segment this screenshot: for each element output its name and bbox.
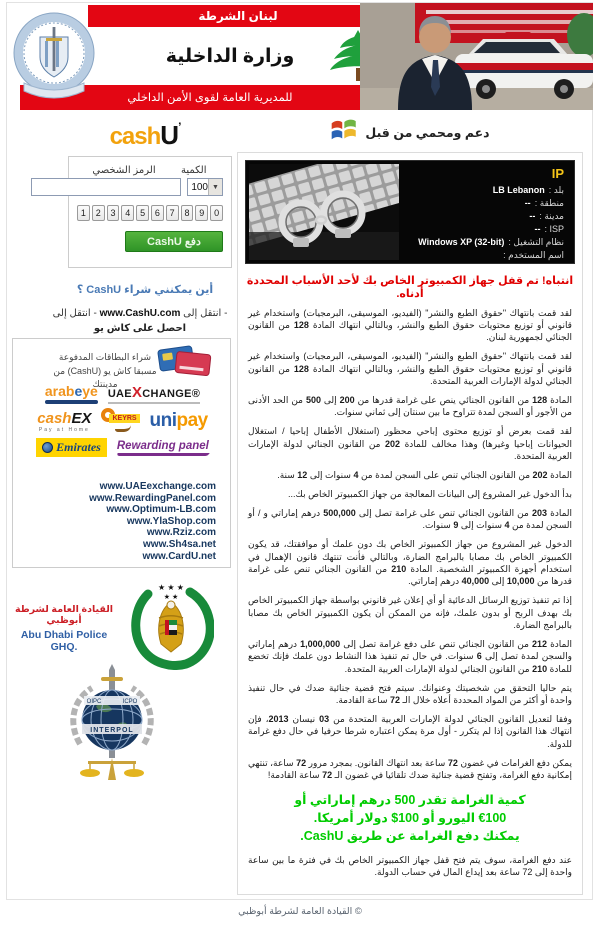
partner-logo-arabeye: arabeye	[45, 383, 98, 404]
partner-logos	[13, 383, 232, 461]
directorate-label: للمديرية العامة لقوى الأمن الداخلي	[127, 92, 293, 104]
closing-paragraph: عند دفع الغرامة، سوف يتم فتح قفل جهاز الكمبيوتر الخاص بك في فترة ما بين ساعة واحدة إلى 72 ساعة بعد إيداع المال في حساب الدولة.	[248, 854, 572, 878]
partner-logo-emirates: Emirates	[36, 438, 107, 457]
partner-website-link[interactable]: www.UAEexchange.com	[99, 481, 216, 492]
ip-row: مدينة : --	[529, 211, 564, 221]
fine-line: يمكنك دفع الغرامة عن طريق CashU.	[300, 828, 520, 843]
ip-row: نظام التشغيل : Windows XP (32-bit)	[418, 237, 564, 247]
svg-text:★ ★ ★: ★ ★ ★	[158, 583, 184, 592]
partner-website-link[interactable]: www.Sh4sa.net	[143, 538, 216, 550]
ip-rows	[408, 184, 564, 262]
fine-line: €100 اليورو أو 100$ دولار أمريكا.	[313, 810, 507, 825]
keypad-button[interactable]: 1	[77, 205, 90, 221]
amount-label: الكمية	[181, 165, 207, 176]
main-notice-panel	[237, 152, 583, 895]
ip-row: منطقة : --	[524, 198, 564, 208]
amount-select[interactable]: 100 ▼	[187, 178, 223, 196]
partner-website-link[interactable]: www.Rziz.com	[146, 527, 216, 539]
arabeye-tagline-bar	[45, 400, 98, 404]
keypad-button[interactable]: 5	[136, 205, 149, 221]
pin-label: الرمز الشخصي	[92, 165, 156, 176]
partner-website-link[interactable]: www.YlaShop.com	[126, 515, 216, 527]
rewarding-swoosh-icon	[116, 453, 209, 456]
cashu-instructions	[45, 306, 235, 336]
keypad-button[interactable]: 8	[181, 205, 194, 221]
partner-website-link[interactable]: www.Optimum-LB.com	[106, 504, 216, 516]
legal-paragraph: يتم حاليا التحقق من شخصيتك وعنوانك. سيتم فتح قضية جنائية ضدك في حال تنفيذ واحدة أو أكثر من المواد المحددة أعلاه خلال الـ 72 ساعة القادمة.	[248, 682, 572, 706]
uaex-tagline-bar	[108, 402, 200, 404]
windows-logo-icon	[330, 117, 357, 148]
president-and-police-photo	[360, 3, 593, 110]
interpol-name-label: INTERPOL	[90, 727, 134, 734]
header-banner	[7, 3, 593, 110]
pay-cashu-button[interactable]: دفع CashU	[125, 231, 223, 252]
cashu-payment-form	[68, 156, 232, 268]
keypad-button[interactable]: 7	[166, 205, 179, 221]
cashu-logo: cashU’	[109, 120, 181, 150]
uae-flag-shield	[165, 620, 177, 635]
legal-paragraph: لقد قمت بانتهاك "حقوق الطبع والنشر" (الفيديو، الموسيقى، البرمجيات) واستخدام غير قانوني أو توزيع محتويات حقوق الطبع والنشر، وبالتالي انتهاك المادة 128 من القانون الجنائي لدولة الإمارات العربية المتحدة.	[248, 351, 572, 387]
partner-logo-uae-exchange: UAEXCHANGE®	[108, 384, 200, 404]
keypad-button[interactable]: 2	[92, 205, 105, 221]
abu-dhabi-police-emblem-icon	[128, 580, 214, 675]
legal-paragraph: وفقا لتعديل القانون الجنائي لدولة الإمارات العربية المتحدة من 03 نيسان 2013، فإن انتهاك هذا القانون إذا لم يتكرر - أول مرة يمكن اعتباره شرطا حرفيا في حال دفع غرامة للدولة.	[248, 713, 573, 749]
legal-paragraphs	[238, 307, 582, 782]
keypad-button[interactable]: 0	[210, 205, 223, 221]
legal-paragraph: المادة 202 من القانون الجنائي تنص على السجن لمدة من 4 سنوات إلى 12 سنة.	[277, 469, 572, 480]
prepaid-cards-icon	[156, 343, 214, 386]
partner-logo-rewarding-panel: Rewarding panel	[117, 440, 209, 456]
payment-partners-panel	[12, 338, 231, 568]
ip-info-panel	[245, 160, 575, 264]
partner-logo-cashex: cashEX Pay at Home	[37, 409, 92, 433]
keyrs-tail-icon	[115, 425, 131, 432]
ip-row: اسم المستخدم :	[503, 250, 564, 260]
supported-by-label: دعم ومحمي من قبل	[365, 125, 490, 140]
page-title: وزارة الداخلية	[165, 46, 295, 67]
legal-paragraph: بدأ الدخول غير المشروع إلى البيانات المعالجة من جهاز الكمبيوتر الخاص بك...	[288, 488, 572, 499]
interpol-oipc-label: OIPC	[86, 699, 102, 705]
goto-text-pre: - انتقل إلى	[180, 308, 228, 319]
pin-input[interactable]	[31, 178, 181, 196]
ip-row: بلد : LB Lebanon	[492, 185, 564, 195]
partner-logo-keyrs: KEYRS	[101, 408, 139, 434]
interpol-emblem-icon	[60, 662, 164, 791]
closing-paragraph-wrap	[238, 854, 582, 879]
legal-paragraph: لقد قمت بانتهاك "حقوق الطبع والنشر" (الفيديو، الموسيقى، البرمجيات) واستخدام غير قانوني أو توزيع محتويات حقوق الطبع والنشر، وبالتالي انتهاك المادة 128 من القانون الجنائي لجمهورية لبنان.	[248, 307, 572, 343]
goto-text-post: - انتقل إلى	[52, 308, 100, 319]
partner-websites-list	[26, 481, 216, 562]
where-to-buy-link[interactable]: أين يمكنني شراء CashU ؟	[76, 284, 214, 296]
legal-paragraph: المادة 203 من القانون الجنائي تنص على غرامة تصل إلى 500,000 درهم إماراتي و / أو السجن لمدة من 4 سنوات إلى 9 سنوات.	[248, 507, 573, 531]
abu-dhabi-police-labels	[8, 604, 120, 653]
adp-english-label: Abu Dhabi Police GHQ.	[20, 629, 108, 653]
keypad-button[interactable]: 6	[151, 205, 164, 221]
keypad-button[interactable]: 9	[195, 205, 208, 221]
keypad-button[interactable]: 4	[121, 205, 134, 221]
legal-paragraph: الدخول غير المشروع من جهاز الكمبيوتر الخاص بك دون علمك أو موافقتك، قد يكون الكمبيوتر الخاص بك مصابا بالبرامج الضارة، وبالتالي فأنت تنتهك قانون الإهمال في استخدام أجهزة الكمبيوتر الشخصية. المادة 210 من القانون الجنائي تنص على غرامة قدرها من 10,000 إلى 40,000 درهم إماراتي.	[248, 539, 572, 587]
fine-line: كمية الغرامة تقدر 500 درهم إماراتي أو	[294, 792, 526, 807]
keypad-button[interactable]: 3	[107, 205, 120, 221]
goto-bold-text: احصل على كاش يو	[93, 323, 187, 334]
partner-website-link[interactable]: www.RewardingPanel.com	[89, 492, 216, 504]
lock-warning-text: انتباه! تم قفل جهاز الكمبيوتر الخاص بك لأحد الأسباب المحددة أدناه.	[246, 275, 574, 300]
footer-copyright: © القيادة العامة لشرطة أبوظبي	[238, 906, 362, 917]
ip-row: ISP : --	[534, 224, 564, 234]
partner-website-link[interactable]: www.CardU.net	[142, 550, 216, 562]
legal-paragraph: المادة 212 من القانون الجنائي تنص على دفع غرامة تصل إلى 1,000,000 درهم إماراتي والسجن لمدة تصل إلى 6 سنوات. في حال تم تنفيذ هذا النشاط دون علمك فإنك تخضع للمادة 210 من القانون الجنائي لدولة الإمارات العربية المتحدة.	[248, 638, 572, 674]
chevron-down-icon[interactable]: ▼	[208, 179, 222, 195]
interpol-icpo-label: ICPO	[122, 699, 138, 705]
legal-paragraph: يمكن دفع الغرامات في غضون 72 ساعة بعد انتهاك القانون. بمجرد مرور 72 ساعة، تنتهي إمكانية دفع الغرامة، وتفتح قضية جنائية ضدك تلقائيا في غضون الـ 72 ساعة القادمة!	[248, 757, 572, 781]
police-label: لبنان الشرطة	[198, 9, 278, 23]
svg-text:★ ★: ★ ★	[163, 594, 179, 601]
adp-arabic-label: القيادة العامة لشرطة أبوظبي	[14, 604, 114, 626]
buy-cards-text: شراء البطاقات المدفوعة مسبقا كاش يو (CashU) من مدينتك	[53, 352, 157, 389]
isf-lebanon-emblem-icon	[12, 7, 96, 110]
globe-icon	[42, 442, 53, 453]
numeric-keypad	[77, 205, 223, 221]
fine-amount-notice	[244, 791, 576, 845]
ip-details	[402, 161, 574, 263]
supported-by-row	[237, 116, 583, 148]
ip-title: IP	[551, 166, 564, 181]
partner-logo-unipay: unipay	[149, 410, 208, 431]
cashu-site-link[interactable]: www.CashU.com	[99, 308, 181, 319]
legal-paragraph: لقد قمت بعرض أو توزيع محتوى إباحي محظور (استغلال الأطفال إباحيا / استغلال الحيوانات إباحيا وغيرها) وهذا مخالف للمادة 202 من القانون الجنائي لدولة الإمارات العربية المتحدة.	[248, 426, 572, 462]
legal-paragraph: المادة 128 من القانون الجنائي ينص على غرامة قدرها من 200 إلى 500 من الحد الأدنى من الأجور أو السجن لمدة تتراوح ما بين سنتان إلى ثماني سنوات.	[248, 394, 572, 418]
legal-paragraph: إذا تم تنفيذ توزيع الرسائل الدعائية أو أي إعلان غير قانوني بواسطة جهاز الكمبيوتر الخاص بك بهدف الربح أو بدون علمك، فإنه من الممكن أن يكون الكمبيوتر الخاص بك مصابا بالبرامج الضارة.	[248, 595, 572, 631]
handcuffs-photo	[249, 164, 399, 260]
